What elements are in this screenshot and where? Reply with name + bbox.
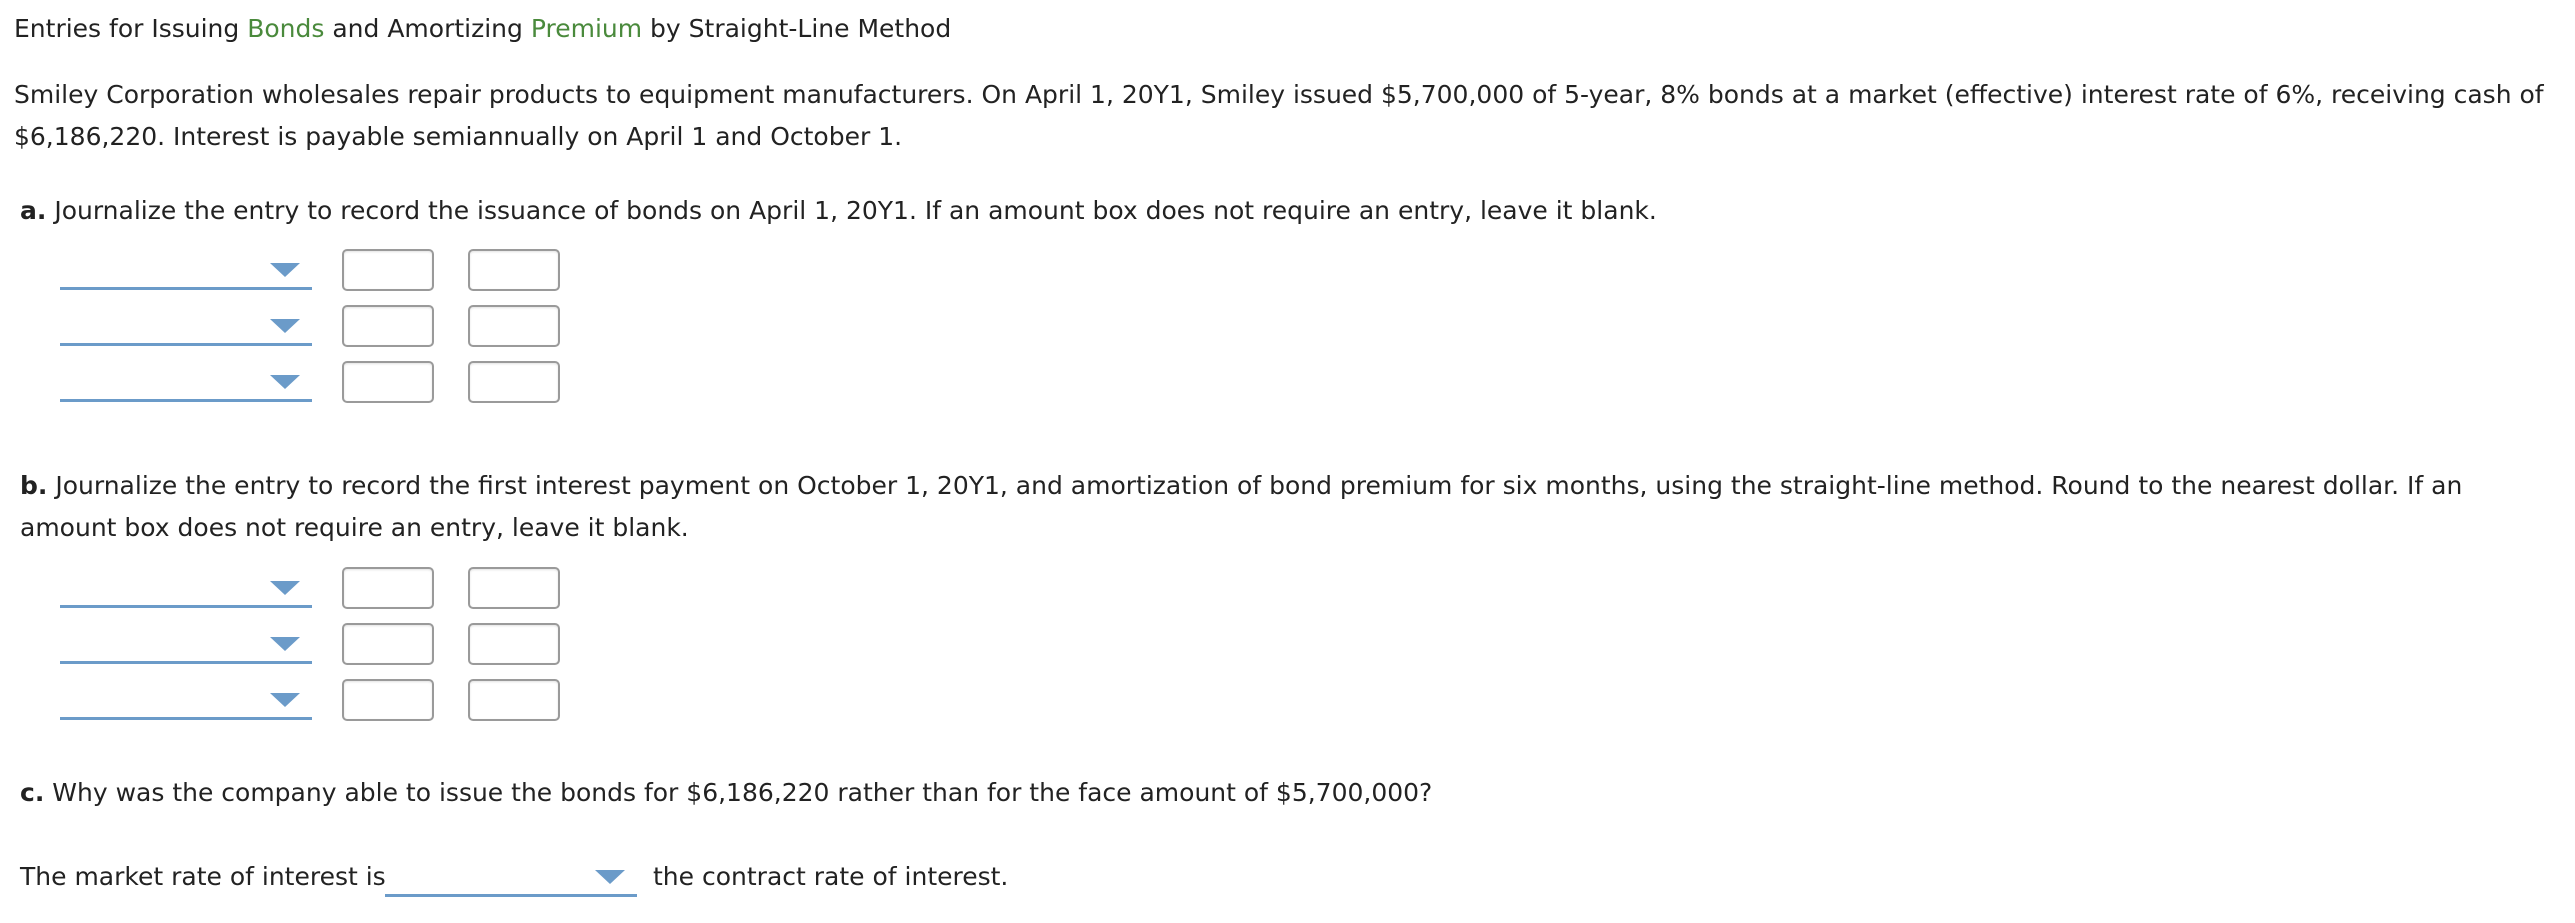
journal-row [60, 679, 580, 735]
caret-down-icon [270, 637, 300, 651]
caret-down-icon [270, 263, 300, 277]
rate-comparison-dropdown[interactable] [385, 858, 637, 897]
question-a-text: Journalize the entry to record the issuance of bonds on April 1, 20Y1. If an amount box does not require an entry, leave it blank. [46, 196, 1657, 225]
bonds-link[interactable]: Bonds [247, 14, 325, 43]
debit-amount-input[interactable] [342, 623, 434, 665]
premium-link[interactable]: Premium [530, 14, 643, 43]
credit-amount-input[interactable] [468, 679, 560, 721]
question-b-label: b. [20, 471, 48, 500]
question-a-label: a. [20, 196, 47, 225]
question-a [20, 190, 2560, 232]
question-b-text: Journalize the entry to record the first interest payment on October 1, 20Y1, and amortization of bond premium for six months, using the straight-line method. Round to the nearest dollar. If an amount box does not require an entry, leave it blank. [20, 471, 2463, 542]
problem-intro: Smiley Corporation wholesales repair products to equipment manufacturers. On April 1, 20Y1, Smiley issued $5,700,000 of 5-year, 8% bonds at a market (effective) interest rate of 6%, receiving cash of $6,186,220. Interest is payable semiannually on April 1 and October 1. [14, 80, 2544, 151]
account-dropdown[interactable] [60, 255, 312, 290]
debit-amount-input[interactable] [342, 679, 434, 721]
question-c [20, 772, 2560, 814]
journal-row [60, 567, 580, 623]
debit-amount-input[interactable] [342, 249, 434, 291]
journal-row [60, 305, 580, 361]
caret-down-icon [270, 319, 300, 333]
journal-entry-a [60, 249, 580, 417]
title-part-1: Entries for Issuing [14, 14, 248, 43]
page-title [14, 14, 951, 44]
account-dropdown[interactable] [60, 367, 312, 402]
question-c-label: c. [20, 778, 45, 807]
journal-row [60, 623, 580, 679]
caret-down-icon [595, 870, 625, 884]
caret-down-icon [270, 581, 300, 595]
title-part-2: and Amortizing [324, 14, 531, 43]
account-dropdown[interactable] [60, 685, 312, 720]
journal-row [60, 361, 580, 417]
debit-amount-input[interactable] [342, 305, 434, 347]
credit-amount-input[interactable] [468, 361, 560, 403]
sentence-prefix: The market rate of interest is [20, 862, 386, 891]
debit-amount-input[interactable] [342, 361, 434, 403]
title-part-3: by Straight-Line Method [642, 14, 952, 43]
account-dropdown[interactable] [60, 629, 312, 664]
credit-amount-input[interactable] [468, 305, 560, 347]
caret-down-icon [270, 375, 300, 389]
credit-amount-input[interactable] [468, 249, 560, 291]
answer-sentence-c [20, 852, 1220, 902]
caret-down-icon [270, 693, 300, 707]
sentence-suffix: the contract rate of interest. [653, 862, 1009, 891]
account-dropdown[interactable] [60, 311, 312, 346]
credit-amount-input[interactable] [468, 567, 560, 609]
journal-entry-b [60, 567, 580, 735]
question-c-text: Why was the company able to issue the bonds for $6,186,220 rather than for the face amount of $5,700,000? [44, 778, 1433, 807]
debit-amount-input[interactable] [342, 567, 434, 609]
account-dropdown[interactable] [60, 573, 312, 608]
credit-amount-input[interactable] [468, 623, 560, 665]
journal-row [60, 249, 580, 305]
question-b [20, 465, 2560, 549]
